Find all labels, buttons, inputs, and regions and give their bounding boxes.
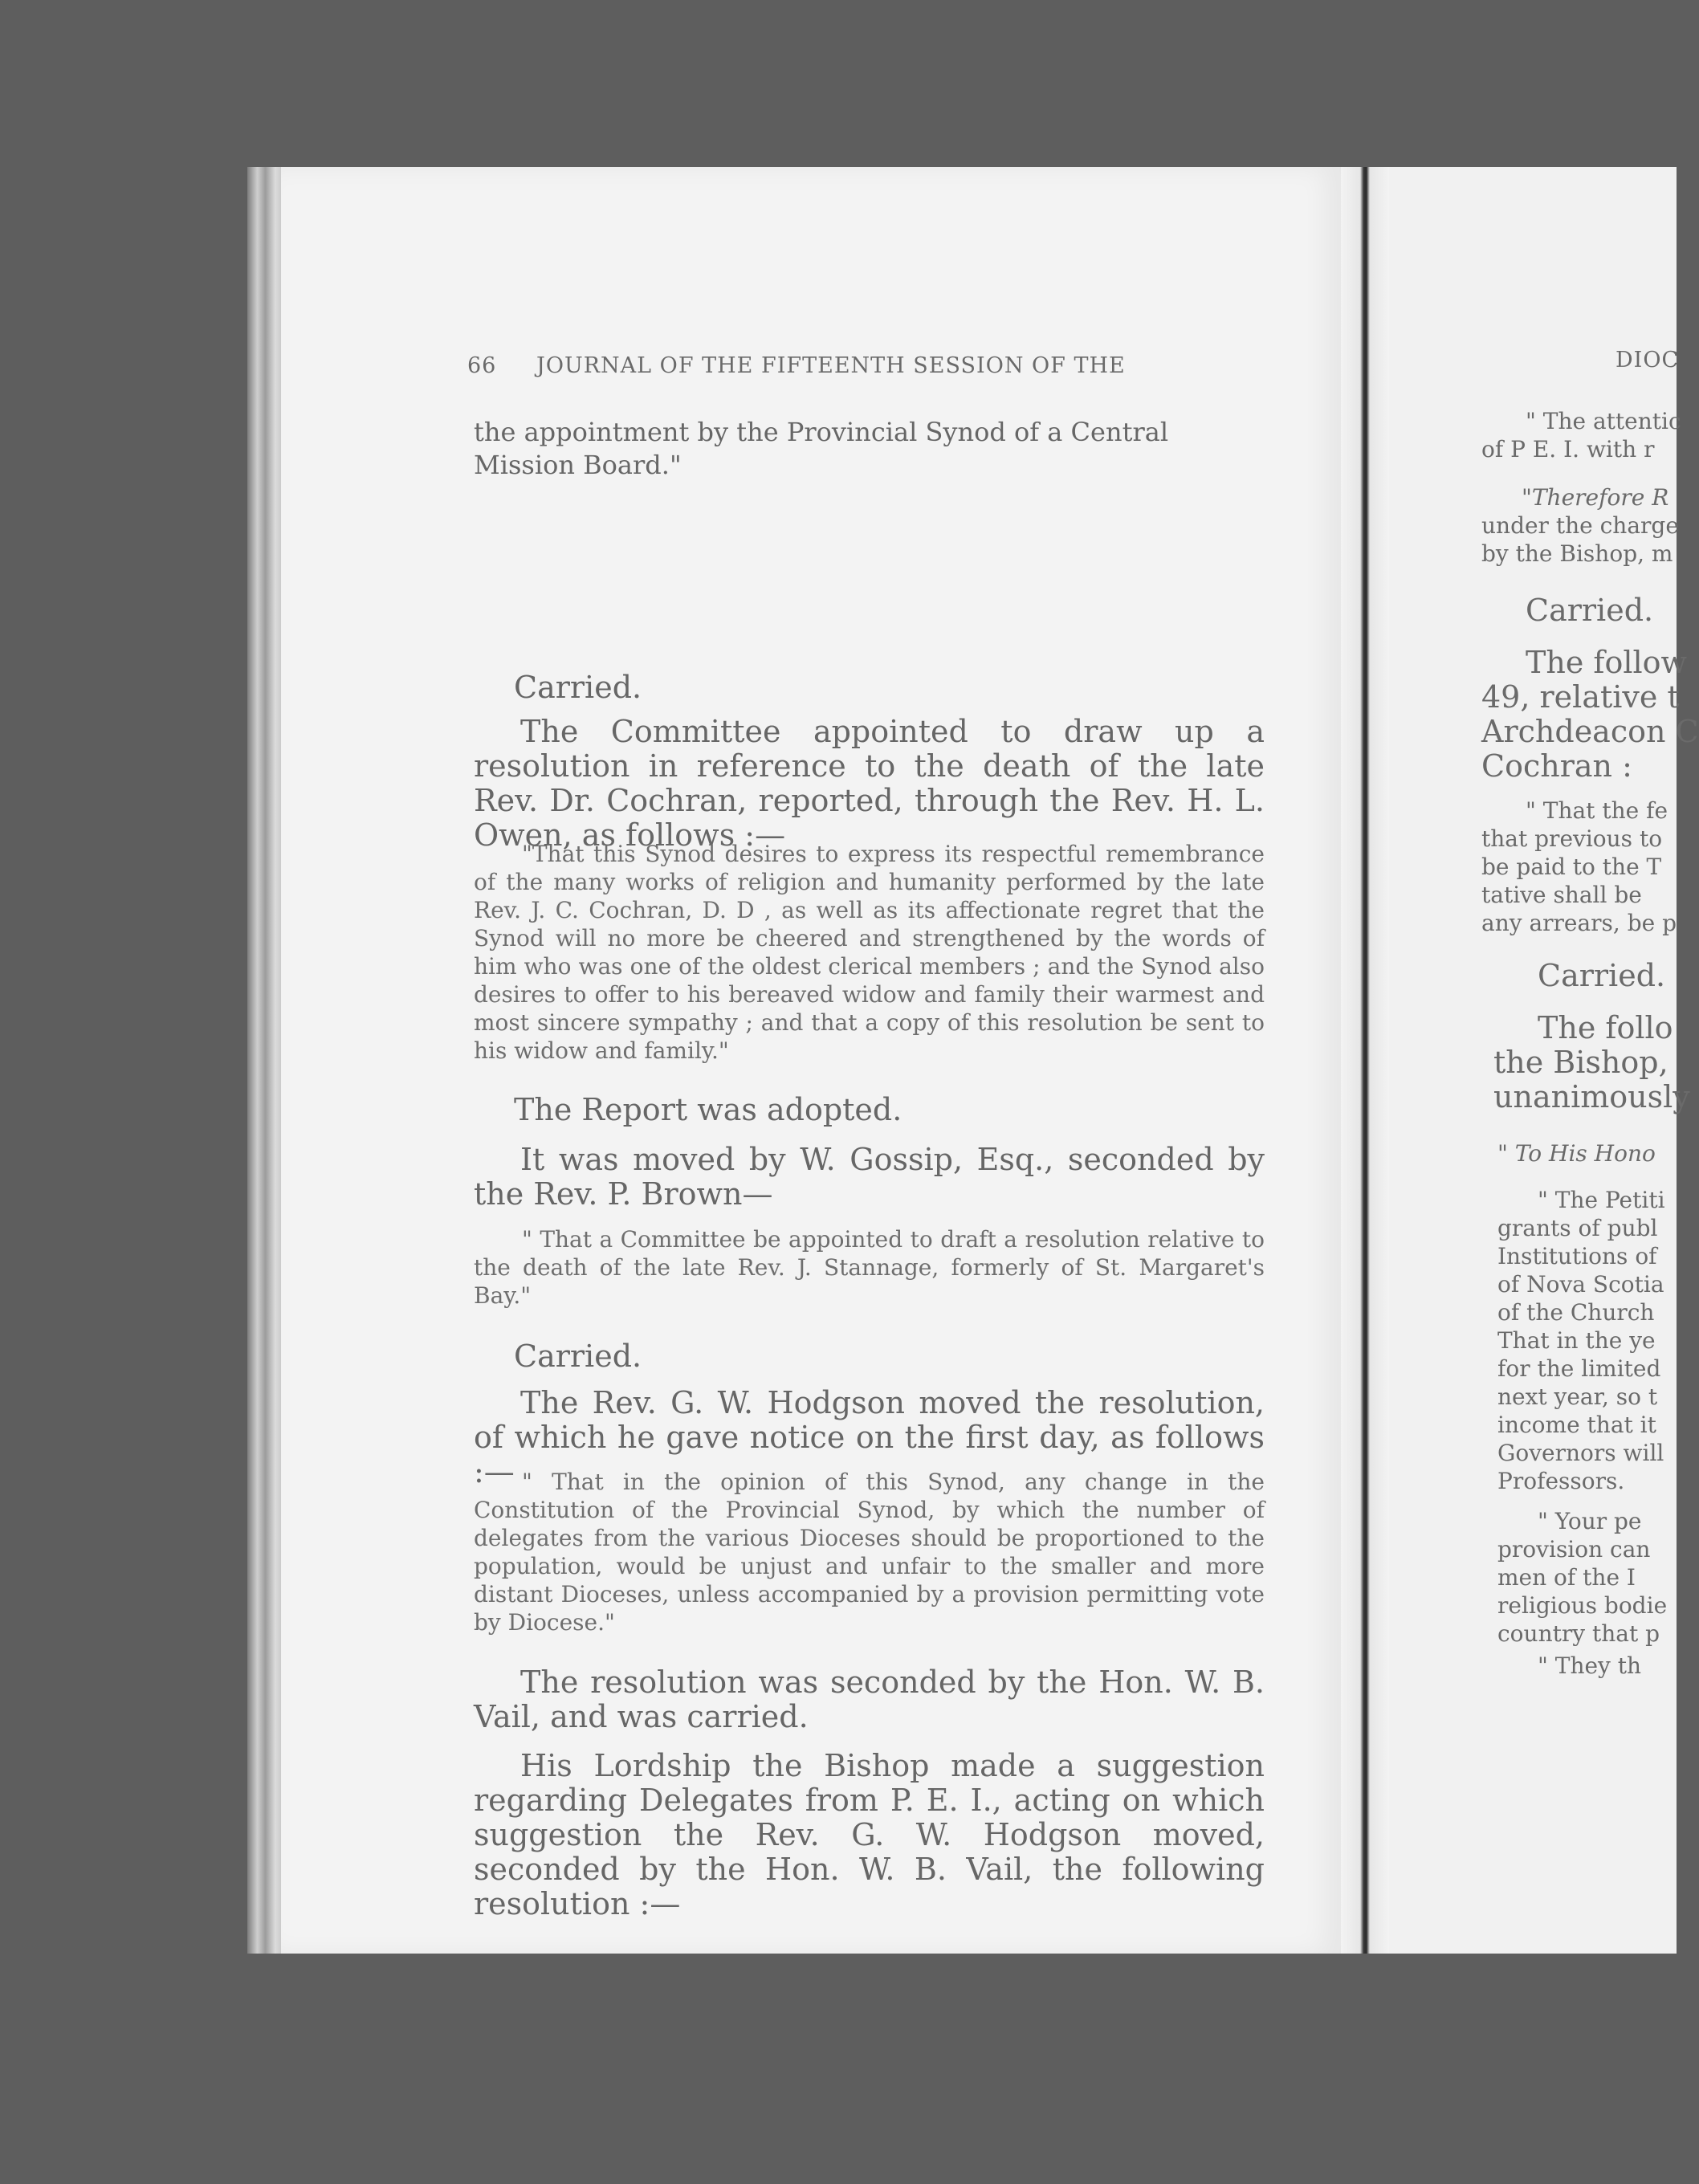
left-page — [281, 167, 1341, 1954]
right-text-line: be paid to the T — [1481, 854, 1662, 880]
right-text-line: " The attentic — [1526, 408, 1681, 434]
quoted-resolution: "That this Synod desires to express its respectful remembrance of the many works of religion and humanity performed by the late Rev. J. C. Cochran, D. D , as well as its affectionate regret that the Synod will no more be cheered and strengthened by the words of him who was one of the oldest clerical members ; and the Synod also desires to offer to his bereaved widow and family their warmest and most sincere sympathy ; and that a copy of this resolution be sent to his widow and family." — [474, 841, 1265, 1064]
right-text-line: 49, relative t — [1481, 679, 1680, 715]
right-text-line: under the charge — [1481, 512, 1679, 539]
carried-line: Carried. — [514, 1339, 642, 1374]
right-text-line: that previous to — [1481, 825, 1663, 852]
right-text-line: unanimously — [1493, 1079, 1690, 1114]
right-text-line: Carried. — [1538, 958, 1666, 993]
quoted-resolution: " That in the opinion of this Synod, any change in the Constitution of the Provincial Synod, by which the number of delegates from the various Dioceses should be proportioned to the population, would be unjust and unfair to the smaller and more distant Dioceses, unless accompanied by a provision permitting vote by Diocese." — [474, 1469, 1265, 1636]
right-text-line: "Therefore R — [1522, 484, 1669, 511]
right-text-line: Carried. — [1526, 593, 1654, 628]
text-paragraph: the appointment by the Provincial Synod of a Central Mission Board." — [474, 417, 1169, 480]
running-head-title: JOURNAL OF THE FIFTEENTH SESSION OF THE — [536, 353, 1126, 378]
right-text-line: The follo — [1538, 1010, 1673, 1045]
right-text-line: any arrears, be p — [1481, 910, 1677, 936]
carried-line: Carried. — [514, 670, 642, 705]
text-paragraph: The Committee appointed to draw up a resolution in reference to the death of the late Rev. Dr. Cochran, reported, through the Rev. H. L. Owen, as follows :— — [474, 714, 1265, 853]
right-text-line: by the Bishop, m — [1481, 540, 1673, 567]
page-number: 66 — [467, 353, 497, 378]
right-text-line: next year, so t — [1497, 1383, 1658, 1410]
right-text-line: the Bishop, — [1493, 1045, 1668, 1080]
right-running-head: DIOC — [1615, 348, 1680, 373]
text-paragraph: It was moved by W. Gossip, Esq., seconded by the Rev. P. Brown— — [474, 1142, 1265, 1212]
right-text-line: Governors will — [1497, 1440, 1664, 1466]
right-text-line: tative shall be — [1481, 882, 1642, 908]
quoted-resolution: " That a Committee be appointed to draft a resolution relative to the death of the late Rev. J. Stannage, formerly of St. Margaret's Bay." — [474, 1226, 1265, 1309]
right-text-line: for the limited — [1497, 1355, 1661, 1382]
running-head — [281, 353, 1341, 385]
right-text-line: provision can — [1497, 1536, 1651, 1563]
right-text-line: That in the ye — [1497, 1327, 1656, 1354]
right-text-line: " To His Hono — [1497, 1140, 1656, 1167]
right-text-line: religious bodie — [1497, 1592, 1668, 1619]
right-text-line: Professors. — [1497, 1468, 1625, 1494]
right-text-line: " That the fe — [1526, 797, 1668, 824]
right-text-line: " Your pe — [1538, 1508, 1642, 1534]
right-text-line: Archdeacon C — [1481, 714, 1699, 749]
right-text-line: grants of publ — [1497, 1215, 1658, 1241]
text-paragraph: His Lordship the Bishop made a suggestion regarding Delegates from P. E. I., acting on which suggestion the Rev. G. W. Hodgson moved, seconded by the Hon. W. B. Vail, the following resolution :— — [474, 1748, 1265, 1921]
text-paragraph: The Rev. G. W. Hodgson moved the resolution, of which he gave notice on the first day, as follows :— — [474, 1385, 1265, 1489]
right-text-line: income that it — [1497, 1412, 1656, 1438]
book-gutter — [1341, 167, 1389, 1954]
right-text-line: Cochran : — [1481, 748, 1632, 784]
right-text-line: of Nova Scotia — [1497, 1271, 1664, 1298]
right-text-line: Institutions of — [1497, 1243, 1657, 1269]
right-text-line: country that p — [1497, 1620, 1660, 1647]
right-text-line: of P E. I. with r — [1481, 436, 1655, 462]
right-text-line: men of the I — [1497, 1564, 1636, 1591]
right-text-line: of the Church — [1497, 1299, 1655, 1326]
report-adopted-line: The Report was adopted. — [514, 1092, 902, 1127]
right-page — [1389, 167, 1699, 1954]
right-text-line: " They th — [1538, 1652, 1642, 1679]
right-text-line: The follow — [1526, 645, 1688, 680]
right-text-line: " The Petiti — [1538, 1187, 1665, 1213]
text-paragraph: The resolution was seconded by the Hon. W. B. Vail, and was carried. — [474, 1664, 1265, 1734]
